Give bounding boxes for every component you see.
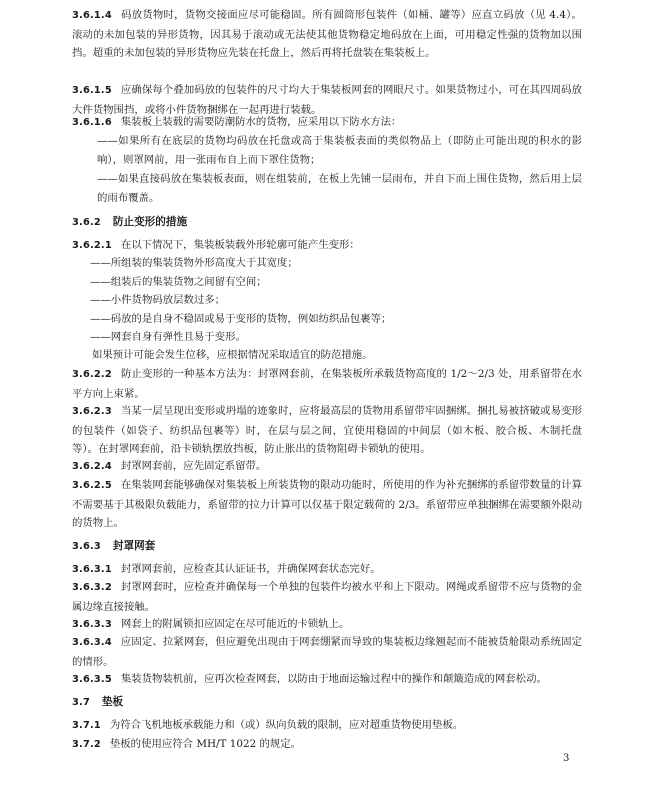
clause-number: 3.7.2: [72, 739, 101, 750]
dash-item: ——网套自身有弹性且易于变形。: [90, 331, 246, 343]
paragraph-3-7-2: [72, 735, 582, 755]
paragraph-3-6-3-5: [72, 670, 582, 690]
clause-text: 集装货物装机前，应再次检查网套，以防由于地面运输过程中的操作和颠簸造成的网套松动。: [120, 673, 547, 685]
clause-text: 封罩网套时，应检查并确保每一个单独的包装件均被水平和上下限动。网绳或系留带不应与货物的金属边缘直接接触。: [72, 581, 582, 613]
paragraph-3-6-2-5: [72, 476, 582, 533]
paragraph-3-6-3-2: [72, 578, 582, 616]
clause-text: 封罩网套前，应先固定系留带。: [120, 460, 267, 472]
clause-text: 集装板上装载的需要防潮防水的货物，应采用以下防水方法：: [120, 116, 402, 128]
clause-number: 3.6.1.5: [72, 85, 112, 96]
paragraph-3-6-3-1: [72, 560, 582, 580]
section-heading-3-6-2: 3.6.2 防止变形的措施: [72, 216, 188, 228]
clause-number: 3.6.1.6: [72, 117, 112, 128]
clause-text: 在以下情况下，集装板装载外形轮廓可能产生变形：: [120, 239, 360, 251]
dash-item: ——码放的是自身不稳固或易于变形的货物，例如纺织品包裹等；: [90, 313, 392, 325]
clause-number: 3.6.2.3: [72, 406, 112, 417]
clause-number: 3.6.3.2: [72, 582, 112, 593]
paragraph-3-6-2-1: [72, 236, 582, 256]
clause-text: 网套上的附属锁扣应固定在尽可能近的卡锁轨上。: [120, 618, 350, 630]
paragraph-3-6-3-3: [72, 615, 582, 635]
paragraph-3-6-1-6: [72, 113, 582, 133]
section-heading-3-6-3: 3.6.3 封罩网套: [72, 540, 156, 552]
dash-item: ——小件货物码放层数过多；: [90, 294, 226, 306]
clause-number: 3.7.1: [72, 720, 101, 731]
clause-number: 3.6.3.5: [72, 674, 112, 685]
paragraph-3-6-3-4: [72, 633, 582, 671]
clause-number: 3.6.1.4: [72, 10, 112, 21]
section-heading-3-7: 3.7 垫板: [72, 696, 124, 708]
paragraph-3-6-1-4: [72, 6, 582, 63]
clause-text: 应确保每个叠加码放的包装件的尺寸均大于集装板网套的网眼尺寸。如果货物过小，可在其四周码放大件货物围挡，或将小件货物捆绑在一起再进行装载。: [72, 84, 582, 116]
clause-number: 3.6.3.3: [72, 619, 112, 630]
paragraph-3-6-2-3: [72, 402, 582, 459]
clause-number: 3.6.2.5: [72, 480, 112, 491]
clause-text: 应固定、拉紧网套，但应避免出现由于网套绷紧而导致的集装板边缘翘起而不能被货舱限动系统固定的情形。: [72, 636, 582, 668]
clause-number: 3.6.3.4: [72, 637, 112, 648]
clause-text: 垫板的使用应符合 MH/T 1022 的规定。: [109, 738, 302, 750]
dash-item: ——所组装的集装货物外形高度大于其宽度；: [90, 257, 298, 269]
dash-item: ——如果直接码放在集装板表面，则在组装前，在板上先铺一层雨布，并自下而上围住货物，然后用上层的雨布覆盖。: [97, 173, 582, 204]
paragraph-3-6-2-2: [72, 365, 582, 403]
paragraph-tail: 如果预计可能会发生位移，应根据情况采取适宜的防范措施。: [92, 349, 373, 361]
clause-number: 3.6.2.4: [72, 461, 112, 472]
page-number: 3: [563, 753, 570, 764]
paragraph-3-7-1: [72, 716, 582, 736]
dash-item: ——如果所有在底层的货物均码放在托盘或高于集装板表面的类似物品上（即防止可能出现的积水的影响），则罩网前，用一张雨布自上而下罩住货物；: [97, 135, 582, 166]
clause-text: 封罩网套前，应检查其认证证书，并确保网套状态完好。: [120, 563, 381, 575]
clause-text: 码放货物时，货物交接面应尽可能稳固。所有圆筒形包装件（如桶、罐等）应直立码放（见 4.4）。滚动的未加包装的异形货物，因其易于滚动或无法使其他货物稳定地码放在上面，可用稳定性强的货物加以围挡。超重的未加包装的异形货物应先装在托盘上，然后再将托盘装在集装板上。: [72, 9, 582, 60]
clause-number: 3.6.3.1: [72, 564, 112, 575]
clause-text: 为符合飞机地板承载能力和（或）纵向负载的限制，应对超重货物使用垫板。: [109, 719, 464, 731]
clause-number: 3.6.2.1: [72, 240, 112, 251]
clause-text: 当某一层呈现出变形或坍塌的迹象时，应将最高层的货物用系留带牢固捆绑。捆扎易被挤破或易变形的包装件（如袋子、纺织品包裹等）时，在层与层之间，宜使用稳固的中间层（如木板、胶合板、木制托盘等）。在封罩网套前，沿卡锁轨摆放挡板，防止胀出的货物阻碍卡锁轨的使用。: [72, 405, 582, 456]
paragraph-3-6-2-4: [72, 457, 582, 477]
clause-text: 在集装网套能够确保对集装板上所装货物的限动功能时，所使用的作为补充捆绑的系留带数量的计算不需要基于其极限负载能力，系留带的拉力计算可以仅基于限定载荷的 2/3。系留带应单独捆绑在需要额外限动的货物上。: [72, 479, 582, 530]
clause-number: 3.6.2.2: [72, 369, 112, 380]
dash-item: ——组装后的集装货物之间留有空间；: [90, 276, 267, 288]
clause-text: 防止变形的一种基本方法为：封罩网套前，在集装板所承载货物高度的 1/2～2/3 处，用系留带在水平方向上束紧。: [72, 368, 582, 400]
